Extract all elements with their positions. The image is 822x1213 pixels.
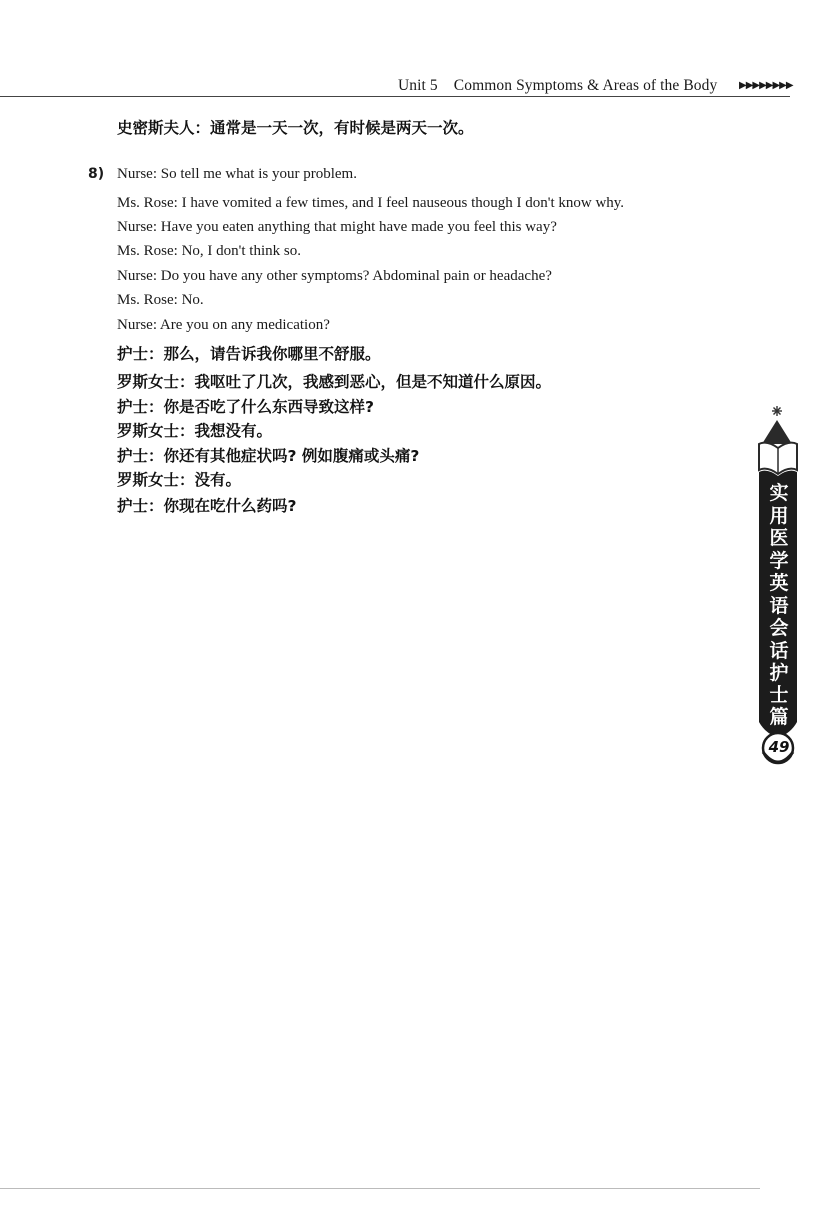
dialogue-line-en: Nurse: Have you eaten anything that might have made you feel this way? bbox=[117, 219, 557, 235]
side-tab-title: 实用医学英语会话 bbox=[769, 482, 789, 662]
unit-label: Unit 5 bbox=[398, 77, 438, 94]
dialogue-line-en: Ms. Rose: No. bbox=[117, 292, 204, 308]
footer-divider bbox=[0, 1188, 760, 1189]
header-divider bbox=[0, 96, 790, 97]
dialogue-line-cn: 护士：你还有其他症状吗? 例如腹痛或头痛? bbox=[117, 447, 420, 465]
dialogue-line-en: Ms. Rose: I have vomited a few times, and I feel nauseous though I don't know why. bbox=[117, 195, 625, 211]
dialogue-line-cn: 护士：你是否吃了什么东西导致这样? bbox=[117, 398, 374, 416]
side-tab bbox=[745, 400, 822, 780]
dialogue-line-en: Nurse: Do you have any other symptoms? Abdominal pain or headache? bbox=[117, 268, 552, 284]
dialogue-item-number: 8) bbox=[88, 166, 105, 182]
dialogue-line-cn: 罗斯女士：我呕吐了几次，我感到恶心，但是不知道什么原因。 bbox=[117, 373, 552, 391]
page-number: 49 bbox=[768, 738, 790, 756]
dialogue-line-cn: 罗斯女士：我想没有。 bbox=[117, 422, 273, 440]
dialogue-line-cn: 护士：那么，请告诉我你哪里不舒服。 bbox=[117, 345, 381, 363]
dialogue-line-cn: 罗斯女士：没有。 bbox=[117, 471, 242, 489]
intro-line-cn: 史密斯夫人：通常是一天一次，有时候是两天一次。 bbox=[117, 119, 474, 137]
dialogue-line-en: Nurse: Are you on any medication? bbox=[117, 317, 330, 333]
unit-title: Common Symptoms & Areas of the Body bbox=[453, 77, 718, 94]
running-header bbox=[398, 77, 717, 95]
dialogue-line-en: Ms. Rose: No, I don't think so. bbox=[117, 243, 301, 259]
header-arrows-icon: ▶▶▶▶▶▶▶▶ bbox=[739, 80, 793, 91]
dialogue-line-cn: 护士：你现在吃什么药吗? bbox=[117, 497, 297, 515]
side-tab-subtitle: 护士篇 bbox=[769, 662, 789, 728]
dialogue-line-en: Nurse: So tell me what is your problem. bbox=[117, 166, 357, 182]
